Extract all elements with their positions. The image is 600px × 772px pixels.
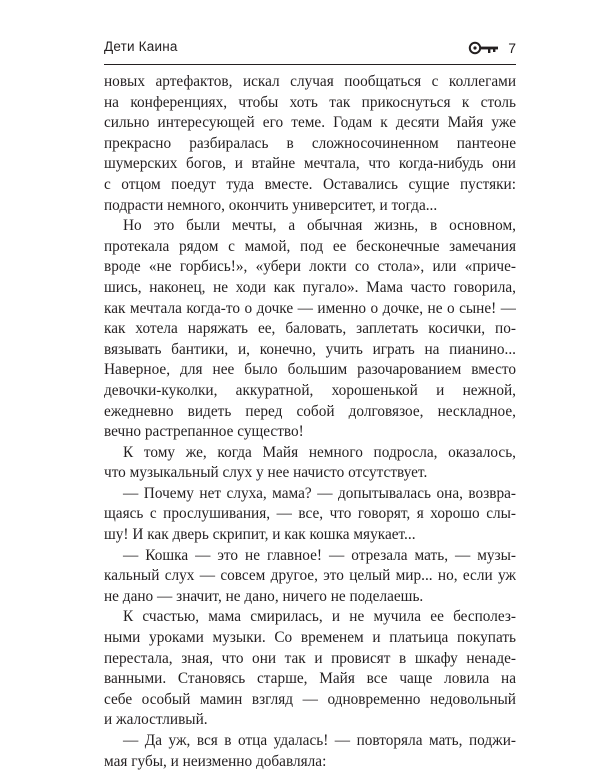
text-line: К счастью, мама смирилась, и не мучила ее бесполез- bbox=[123, 608, 516, 626]
header-rule bbox=[104, 64, 516, 65]
text-line: как мечтала когда-то о дочке — именно о дочке, не о сыне! — bbox=[104, 299, 516, 317]
text-line: новых артефактов, искал случая пообщаться с коллегами bbox=[104, 73, 516, 90]
text-line: К тому же, когда Майя немного подросла, оказалось, bbox=[123, 443, 516, 461]
text-line: вязывать бантики, и, конечно, учить играть на пианино... bbox=[104, 340, 516, 358]
text-line: кальный слух — совсем другое, это целый мир... но, если уж bbox=[104, 567, 516, 585]
text-line: сильно интересующей его теме. Годам к десяти Майя уже bbox=[104, 114, 516, 132]
text-line: и жалостливый. bbox=[104, 711, 208, 729]
text-line: на конференциях, чтобы хоть так прикоснуться к столь bbox=[104, 93, 516, 111]
text-line: вечно растрепанное существо! bbox=[104, 423, 304, 441]
text-line: себе особый мамин взгляд — одновременно недовольный bbox=[104, 690, 516, 708]
text-line: не дано — значит, не дано, ничего не поделаешь. bbox=[104, 587, 424, 605]
body-text bbox=[104, 72, 516, 772]
text-line: с отцом поедут туда вместе. Оставались сущие пустяки: bbox=[104, 175, 516, 193]
key-icon bbox=[468, 41, 500, 55]
text-line: ными уроками музыки. Со временем и платьица покупать bbox=[104, 629, 516, 647]
text-line: мая губы, и неизменно добавляла: bbox=[104, 752, 327, 770]
text-line: протекала рядом с мамой, под ее бесконечные замечания bbox=[104, 237, 516, 255]
text-line: — Да уж, вся в отца удалась! — повторяла мать, поджи- bbox=[123, 732, 516, 749]
text-line: вроде «не горбись!», «убери локти со стола», или «приче- bbox=[104, 258, 516, 276]
text-line: перестала, зная, что они так и провисят в шкафу ненаде- bbox=[104, 649, 516, 667]
page-number: 7 bbox=[508, 40, 516, 56]
text-line: шись, наконец, не ходи как пугало». Мама часто говорила, bbox=[104, 278, 516, 296]
text-line: что музыкальный слух у нее начисто отсутствует. bbox=[104, 464, 428, 482]
text-line: ванными. Становясь старше, Майя все чаще ловила на bbox=[104, 670, 516, 688]
text-line: девочки-куколки, аккуратной, хорошенькой и нежной, bbox=[104, 381, 516, 399]
book-title: Дети Каина bbox=[104, 39, 178, 54]
text-line: ежедневно видеть перед собой долговязое, нескладное, bbox=[104, 402, 516, 420]
text-line: шумерских богов, и втайне мечтала, что когда-нибудь они bbox=[104, 155, 516, 173]
text-line: щаясь с прослушивания, — все, что говорят, я хорошо слы- bbox=[104, 505, 516, 523]
text-line: подрасти немного, окончить университет, и тогда... bbox=[104, 196, 438, 214]
text-line: как хотела наряжать ее, баловать, заплетать косички, по- bbox=[104, 320, 516, 338]
text-line: Наверное, для нее было большим разочарованием вместо bbox=[104, 361, 516, 379]
text-line: прекрасно разбиралась в сложносочиненном пантеоне bbox=[104, 134, 516, 152]
text-line: — Кошка — это не главное! — отрезала мать, — музы- bbox=[123, 546, 516, 564]
text-line: Но это были мечты, а обычная жизнь, в основном, bbox=[123, 217, 516, 235]
running-header bbox=[104, 37, 516, 63]
text-line: — Почему нет слуха, мама? — допытывалась она, возвра- bbox=[123, 484, 516, 502]
text-line: шу! И как дверь скрипит, и как кошка мяукает... bbox=[104, 526, 416, 544]
header-right bbox=[468, 37, 516, 59]
